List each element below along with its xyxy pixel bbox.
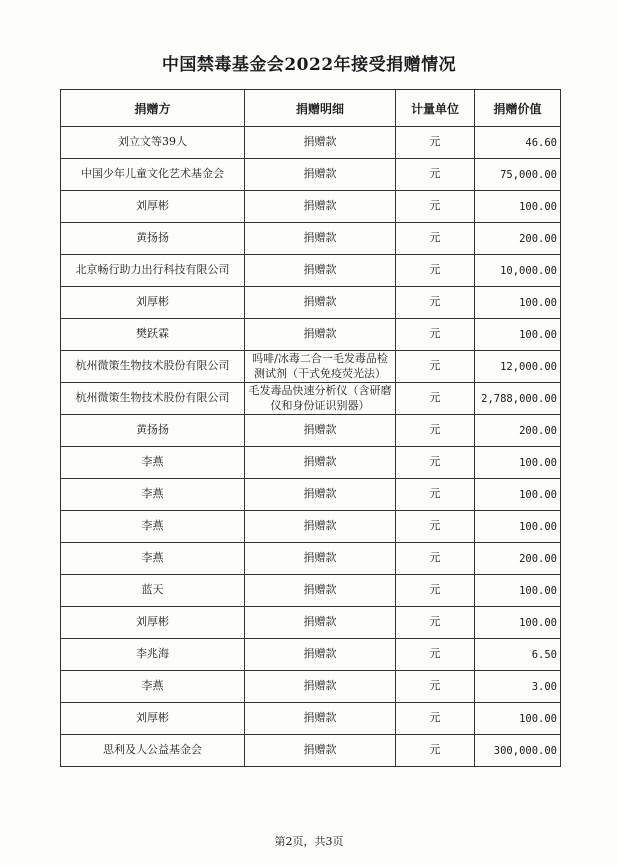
table-row [61,479,561,511]
detail-cell: 捐赠款 [245,639,396,671]
table-row [61,223,561,255]
value-cell: 6.50 [475,639,561,671]
donor-cell: 刘立文等39人 [61,127,245,159]
value-cell: 300,000.00 [475,735,561,767]
table-row [61,607,561,639]
unit-cell: 元 [396,415,475,447]
unit-cell: 元 [396,639,475,671]
unit-cell: 元 [396,511,475,543]
value-cell: 100.00 [475,479,561,511]
donor-cell: 杭州微策生物技术股份有限公司 [61,383,245,415]
header-value: 捐赠价值 [475,90,561,127]
table-row [61,447,561,479]
detail-cell: 吗啡/冰毒二合一毛发毒品检测试剂（干式免疫荧光法） [245,351,396,383]
unit-cell: 元 [396,735,475,767]
detail-cell: 捐赠款 [245,127,396,159]
table-row [61,351,561,383]
table-row [61,415,561,447]
value-cell: 75,000.00 [475,159,561,191]
value-cell: 100.00 [475,447,561,479]
donor-cell: 杭州微策生物技术股份有限公司 [61,351,245,383]
donor-cell: 北京畅行助力出行科技有限公司 [61,255,245,287]
value-cell: 100.00 [475,703,561,735]
table-row [61,735,561,767]
unit-cell: 元 [396,127,475,159]
unit-cell: 元 [396,447,475,479]
table-row [61,319,561,351]
donor-cell: 思利及人公益基金会 [61,735,245,767]
donor-cell: 蓝天 [61,575,245,607]
value-cell: 3.00 [475,671,561,703]
table-row [61,287,561,319]
detail-cell: 捐赠款 [245,287,396,319]
table-row [61,639,561,671]
detail-cell: 捐赠款 [245,511,396,543]
value-cell: 100.00 [475,607,561,639]
detail-cell: 捐赠款 [245,415,396,447]
donor-cell: 李燕 [61,447,245,479]
unit-cell: 元 [396,159,475,191]
table-row [61,543,561,575]
value-cell: 2,788,000.00 [475,383,561,415]
table-row [61,191,561,223]
unit-cell: 元 [396,223,475,255]
value-cell: 100.00 [475,511,561,543]
value-cell: 10,000.00 [475,255,561,287]
donor-cell: 刘厚彬 [61,703,245,735]
table-row [61,159,561,191]
detail-cell: 捐赠款 [245,191,396,223]
unit-cell: 元 [396,383,475,415]
value-cell: 200.00 [475,543,561,575]
detail-cell: 捐赠款 [245,607,396,639]
table-row [61,255,561,287]
unit-cell: 元 [396,703,475,735]
detail-cell: 捐赠款 [245,319,396,351]
detail-cell: 捐赠款 [245,159,396,191]
detail-cell: 捐赠款 [245,671,396,703]
donor-cell: 李燕 [61,479,245,511]
donor-cell: 刘厚彬 [61,191,245,223]
donor-cell: 李燕 [61,511,245,543]
value-cell: 12,000.00 [475,351,561,383]
table-row [61,383,561,415]
unit-cell: 元 [396,287,475,319]
detail-cell: 捐赠款 [245,479,396,511]
unit-cell: 元 [396,255,475,287]
value-cell: 100.00 [475,287,561,319]
donor-cell: 黄扬扬 [61,223,245,255]
unit-cell: 元 [396,607,475,639]
donor-cell: 李燕 [61,543,245,575]
header-detail: 捐赠明细 [245,90,396,127]
donor-cell: 黄扬扬 [61,415,245,447]
unit-cell: 元 [396,351,475,383]
table-header-row [61,90,561,127]
header-unit: 计量单位 [396,90,475,127]
unit-cell: 元 [396,671,475,703]
table-row [61,127,561,159]
detail-cell: 捐赠款 [245,447,396,479]
donor-cell: 中国少年儿童文化艺术基金会 [61,159,245,191]
value-cell: 46.60 [475,127,561,159]
unit-cell: 元 [396,319,475,351]
detail-cell: 捐赠款 [245,543,396,575]
donor-cell: 刘厚彬 [61,607,245,639]
unit-cell: 元 [396,543,475,575]
value-cell: 200.00 [475,415,561,447]
donor-cell: 樊跃霖 [61,319,245,351]
unit-cell: 元 [396,479,475,511]
detail-cell: 捐赠款 [245,255,396,287]
detail-cell: 捐赠款 [245,575,396,607]
donation-table [60,89,561,767]
table-row [61,575,561,607]
unit-cell: 元 [396,191,475,223]
detail-cell: 捐赠款 [245,223,396,255]
value-cell: 200.00 [475,223,561,255]
table-row [61,511,561,543]
value-cell: 100.00 [475,191,561,223]
detail-cell: 捐赠款 [245,735,396,767]
header-donor: 捐赠方 [61,90,245,127]
detail-cell: 捐赠款 [245,703,396,735]
value-cell: 100.00 [475,575,561,607]
page-number: 第2页，共3页 [274,835,344,848]
page-title: 中国禁毒基金会2022年接受捐赠情况 [161,55,457,75]
unit-cell: 元 [396,575,475,607]
table-row [61,671,561,703]
donor-cell: 刘厚彬 [61,287,245,319]
donor-cell: 李兆海 [61,639,245,671]
donor-cell: 李燕 [61,671,245,703]
value-cell: 100.00 [475,319,561,351]
detail-cell: 毛发毒品快速分析仪（含研磨仪和身份证识别器） [245,383,396,415]
table-row [61,703,561,735]
